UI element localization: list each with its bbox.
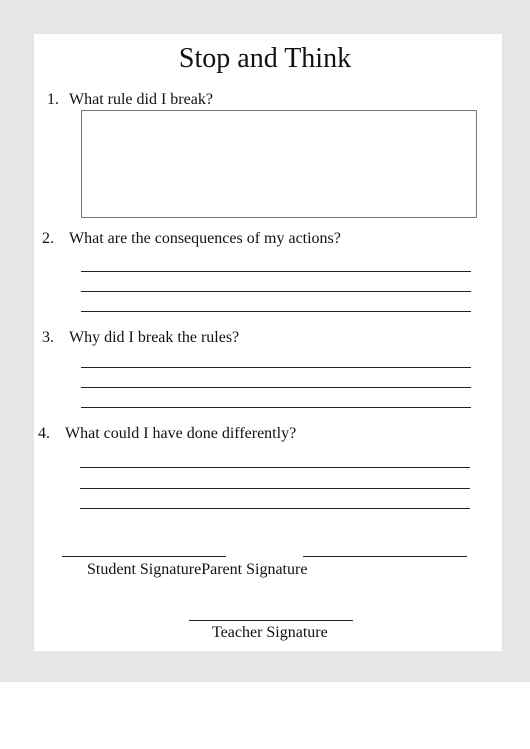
question-number: 2.	[42, 230, 54, 247]
answer-line[interactable]	[80, 508, 470, 509]
question-1	[47, 90, 213, 110]
teacher-signature-label: Teacher Signature	[212, 624, 328, 641]
answer-line[interactable]	[81, 407, 471, 408]
answer-line[interactable]	[81, 387, 471, 388]
question-text: What could I have done differently?	[65, 425, 297, 442]
student-signature-line[interactable]	[62, 556, 226, 557]
question-3	[42, 328, 239, 348]
student-signature-label: Student Signature	[87, 561, 202, 578]
signature-labels	[87, 560, 307, 580]
answer-line[interactable]	[81, 367, 471, 368]
answer-line[interactable]	[81, 291, 471, 292]
answer-line[interactable]	[81, 271, 471, 272]
question-text: What are the consequences of my actions?	[69, 230, 341, 247]
question-text: Why did I break the rules?	[69, 329, 240, 346]
teacher-signature-line[interactable]	[189, 620, 353, 621]
question-2	[42, 229, 341, 249]
question-text: What rule did I break?	[69, 91, 213, 108]
parent-signature-line[interactable]	[303, 556, 467, 557]
question-number: 1.	[47, 91, 59, 108]
question-number: 4.	[38, 425, 50, 442]
page-title: Stop and Think	[178, 43, 352, 74]
question-4	[38, 424, 296, 444]
question-number: 3.	[42, 329, 54, 346]
answer-line[interactable]	[81, 311, 471, 312]
answer-line[interactable]	[80, 467, 470, 468]
answer-line[interactable]	[80, 488, 470, 489]
answer-box-1[interactable]	[81, 110, 477, 218]
parent-signature-label: Parent Signature	[201, 561, 308, 578]
